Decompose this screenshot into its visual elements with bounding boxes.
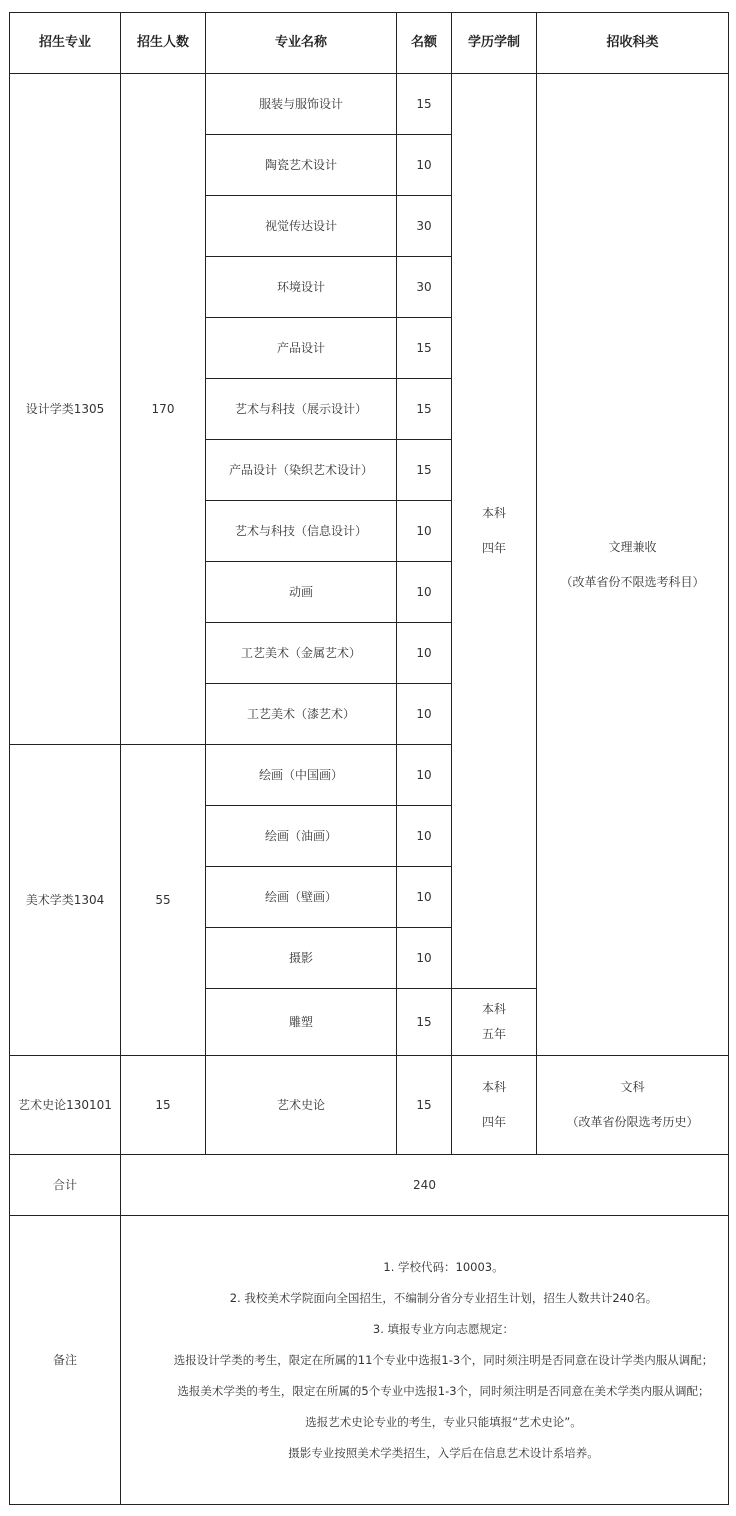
major-name-cell: 绘画（油画）	[206, 806, 397, 867]
header-category: 招生专业	[10, 13, 121, 74]
quota-cell: 10	[397, 623, 452, 684]
study-degree: 本科	[481, 1080, 506, 1095]
quota-cell: 10	[397, 501, 452, 562]
major-name-cell: 工艺美术（漆艺术）	[206, 684, 397, 745]
header-study-length: 学历学制	[452, 13, 537, 74]
note-line: 2. 我校美术学院面向全国招生，不编制分省分专业招生计划，招生人数共计240名。	[229, 1290, 658, 1305]
study-length-cell	[452, 74, 537, 989]
subject-type-cell	[537, 1056, 729, 1155]
table-row	[10, 1056, 729, 1155]
admission-plan-table	[9, 12, 729, 1505]
count-cell: 170	[121, 74, 206, 745]
study-length-cell	[452, 989, 537, 1056]
header-subject-type: 招收科类	[537, 13, 729, 74]
quota-cell: 10	[397, 928, 452, 989]
subject-type-cell	[537, 74, 729, 1056]
table-header-row	[10, 13, 729, 74]
quota-cell: 10	[397, 562, 452, 623]
quota-cell: 10	[397, 684, 452, 745]
category-cell: 艺术史论130101	[10, 1056, 121, 1155]
total-value: 240	[121, 1155, 729, 1216]
category-cell: 美术学类1304	[10, 745, 121, 1056]
quota-cell: 15	[397, 379, 452, 440]
quota-cell: 10	[397, 135, 452, 196]
header-major-name: 专业名称	[206, 13, 397, 74]
subject-type-main: 文理兼收	[608, 539, 657, 554]
quota-cell: 15	[397, 1056, 452, 1155]
major-name-cell: 雕塑	[206, 989, 397, 1056]
notes-row	[10, 1216, 729, 1505]
study-years: 五年	[481, 1027, 506, 1041]
notes-content	[121, 1216, 729, 1505]
study-years: 四年	[481, 1115, 506, 1129]
category-cell: 设计学类1305	[10, 74, 121, 745]
quota-cell: 30	[397, 257, 452, 318]
notes-label: 备注	[10, 1216, 121, 1505]
note-line: 1. 学校代码：10003。	[383, 1259, 504, 1274]
quota-cell: 15	[397, 440, 452, 501]
header-quota: 名额	[397, 13, 452, 74]
major-name-cell: 绘画（壁画）	[206, 867, 397, 928]
quota-cell: 15	[397, 74, 452, 135]
quota-cell: 15	[397, 318, 452, 379]
major-name-cell: 产品设计（染织艺术设计）	[206, 440, 397, 501]
note-line: 3. 填报专业方向志愿规定：	[372, 1321, 515, 1336]
table-row	[10, 74, 729, 135]
major-name-cell: 工艺美术（金属艺术）	[206, 623, 397, 684]
quota-cell: 10	[397, 806, 452, 867]
study-degree: 本科	[481, 506, 506, 521]
quota-cell: 15	[397, 989, 452, 1056]
major-name-cell: 陶瓷艺术设计	[206, 135, 397, 196]
major-name-cell: 艺术与科技（信息设计）	[206, 501, 397, 562]
major-name-cell: 艺术与科技（展示设计）	[206, 379, 397, 440]
major-name-cell: 艺术史论	[206, 1056, 397, 1155]
subject-type-note: （改革省份限选考历史）	[566, 1115, 699, 1129]
note-line: 摄影专业按照美术学类招生，入学后在信息艺术设计系培养。	[288, 1446, 599, 1461]
quota-cell: 10	[397, 745, 452, 806]
subject-type-note: （改革省份不限选考科目）	[560, 574, 705, 589]
major-name-cell: 服装与服饰设计	[206, 74, 397, 135]
major-name-cell: 绘画（中国画）	[206, 745, 397, 806]
note-line: 选报设计学类的考生，限定在所属的11个专业中选报1-3个，同时须注明是否同意在设计学类内服从调配；	[173, 1352, 714, 1367]
major-name-cell: 环境设计	[206, 257, 397, 318]
major-name-cell: 视觉传达设计	[206, 196, 397, 257]
count-cell: 55	[121, 745, 206, 1056]
note-line: 选报美术学类的考生，限定在所属的5个专业中选报1-3个，同时须注明是否同意在美术学类内服从调配；	[177, 1384, 710, 1399]
total-row	[10, 1155, 729, 1216]
quota-cell: 30	[397, 196, 452, 257]
major-name-cell: 摄影	[206, 928, 397, 989]
quota-cell: 10	[397, 867, 452, 928]
note-line: 选报艺术史论专业的考生，专业只能填报“艺术史论”。	[305, 1415, 582, 1430]
major-name-cell: 产品设计	[206, 318, 397, 379]
header-count: 招生人数	[121, 13, 206, 74]
major-name-cell: 动画	[206, 562, 397, 623]
study-length-cell	[452, 1056, 537, 1155]
total-label: 合计	[10, 1155, 121, 1216]
subject-type-main: 文科	[620, 1080, 645, 1095]
count-cell: 15	[121, 1056, 206, 1155]
study-degree: 本科	[481, 1002, 506, 1017]
study-years: 四年	[481, 541, 506, 555]
